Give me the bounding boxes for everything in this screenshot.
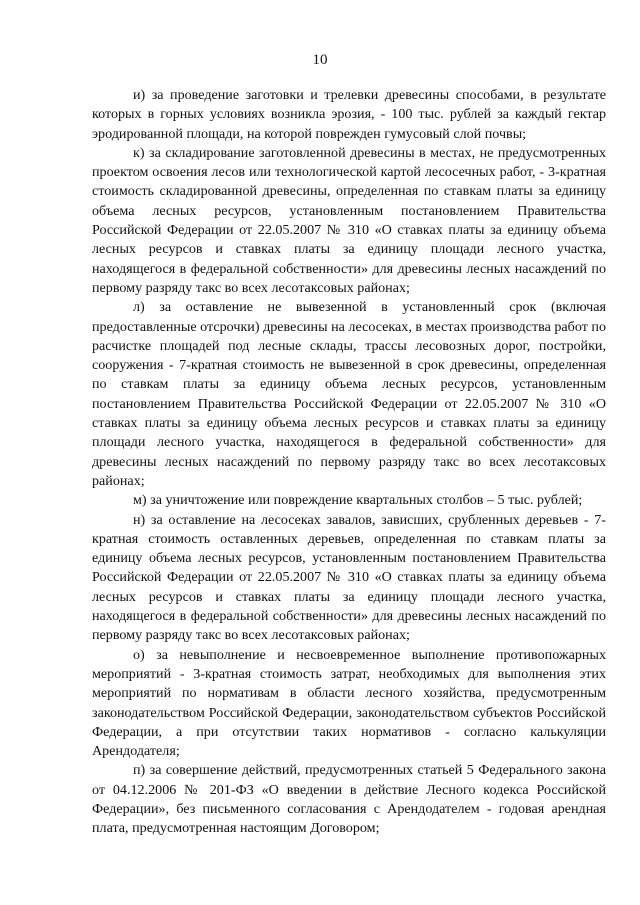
paragraph-p: п) за совершение действий, предусмотренных статьей 5 Федерального закона от 04.12.2006 № 201-ФЗ «О введении в действие Лесного кодекса Российской Федерации», без письменного согласования с Арендодателем - годовая арендная плата, предусмотренная настоящим Договором;	[92, 762, 606, 837]
paragraph-o: о) за невыполнение и несвоевременное выполнение противопожарных мероприятий - 3-кратная стоимость затрат, необходимых для выполнения этих мероприятий по нормативам в области лесного хозяйства, предусмотренным законодательством Российской Федерации, законодательством субъектов Российской Федерации, а при отсутствии таких нормативов - согласно калькуляции Арендодателя;	[92, 646, 606, 760]
document-body	[92, 86, 606, 839]
paragraph-k: к) за складирование заготовленной древесины в местах, не предусмотренных проектом освоения лесов или технологической картой лесосечных работ, - 3-кратная стоимость складированной древесины, определенная по ставкам платы за единицу объема лесных ресурсов, установленным постановлением Правительства Российской Федерации от 22.05.2007 № 310 «О ставках платы за единицу объема лесных ресурсов и ставках платы за единицу площади лесного участка, находящегося в федеральной собственности» для древесины лесных насаждений по первому разряду такс во всех лесотаксовых районах;	[92, 144, 606, 296]
paragraph-i: и) за проведение заготовки и трелевки древесины способами, в результате которых в горных условиях возникла эрозия, - 100 тыс. рублей за каждый гектар эродированной площади, на которой поврежден гумусовый слой почвы;	[92, 87, 606, 142]
paragraph-l: л) за оставление не вывезенной в установленный срок (включая предоставленные отсрочки) древесины на лесосеках, в местах производства работ по расчистке площадей под лесные склады, трассы лесовозных дорог, постройки, сооружения - 7-кратная стоимость не вывезенной в срок древесины, определенная по ставкам платы за единицу объема лесных ресурсов, установленным постановлением Правительства Российской Федерации от 22.05.2007 № 310 «О ставках платы за единицу объема лесных ресурсов и ставках платы за единицу площади лесного участка, находящегося в федеральной собственности» для древесины лесных насаждений по первому разряду такс во всех лесотаксовых районах;	[92, 299, 606, 489]
page-number: 10	[312, 52, 328, 68]
paragraph-n: н) за оставление на лесосеках завалов, зависших, срубленных деревьев - 7-кратная стоимость оставленных деревьев, определенная по ставкам платы за единицу объема лесных ресурсов, установленным постановлением Правительства Российской Федерации от 22.05.2007 № 310 «О ставках платы за единицу объема лесных ресурсов и ставках платы за единицу площади лесного участка, находящегося в федеральной собственности» для древесины лесных насаждений по первому разряду такс во всех лесотаксовых районах;	[92, 511, 606, 644]
paragraph-m: м) за уничтожение или повреждение квартальных столбов – 5 тыс. рублей;	[133, 492, 583, 509]
